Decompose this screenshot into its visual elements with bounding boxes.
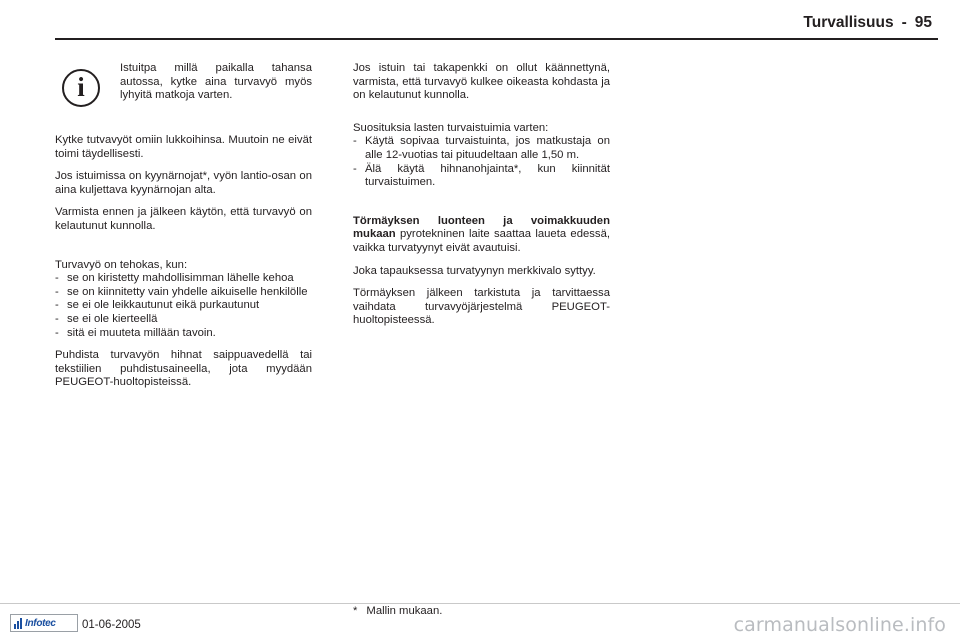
recommendations-list (353, 135, 610, 189)
dash-bullet: - (353, 135, 357, 148)
list-item-label: Älä käytä hihnanohjainta*, kun kiinnität turvaistuimen. (365, 162, 610, 189)
list-item (55, 286, 312, 300)
column-spacer (353, 199, 610, 215)
watermark: carmanualsonline.info (733, 614, 946, 636)
list-item-label: se ei ole kierteellä (67, 312, 158, 325)
impact-paragraph (353, 215, 610, 256)
header-divider (55, 38, 938, 40)
dash-bullet: - (55, 312, 59, 325)
page-number: 95 (914, 14, 932, 31)
information-icon (62, 69, 100, 107)
page-header (803, 14, 932, 32)
section-title: Turvallisuus (803, 14, 894, 31)
list-item-label: se ei ole leikkautunut eikä purkautunut (67, 299, 260, 312)
list-item (55, 313, 312, 327)
list-item (55, 272, 312, 286)
infotec-logo-text: Infotec (25, 617, 56, 629)
effectiveness-list (55, 272, 312, 340)
info-note-text: Istuitpa millä paikalla tahansa autossa, kytke aina turvavyö myös lyhyitä matkoja varten. (120, 62, 312, 102)
paragraph: Törmäyksen jälkeen tarkistuta ja tarvittaessa vaihdata turvavyöjärjestelmä PEUGEOT-huoltopisteessä. (353, 287, 610, 327)
dash-bullet: - (353, 162, 357, 175)
column-spacer (55, 243, 312, 259)
header-separator: - (901, 14, 907, 31)
cleaning-paragraph: Puhdista turvavyön hihnat saippuavedellä tai tekstiilien puhdistusaineella, jota myydään PEUGEOT-huoltopisteissä. (55, 349, 312, 389)
info-note-block (55, 62, 312, 120)
paragraph: Joka tapauksessa turvatyynyn merkkivalo syttyy. (353, 264, 596, 277)
recommendations-intro: Suosituksia lasten turvaistuimia varten: (353, 121, 549, 134)
dash-bullet: - (55, 272, 59, 285)
paragraph: Varmista ennen ja jälkeen käytön, että turvavyö on kelautunut kunnolla. (55, 206, 312, 232)
left-column (55, 62, 312, 399)
footnote (353, 605, 442, 617)
list-item-label: se on kiristetty mahdollisimman lähelle kehoa (67, 272, 294, 285)
list-item (353, 163, 610, 190)
dash-bullet: - (55, 299, 59, 312)
page-content (55, 62, 915, 562)
impact-body: pyrotekninen laite saattaa laueta edessä, vaikka turvatyynyt eivät avautuisi. (353, 228, 610, 254)
list-item (55, 299, 312, 313)
footnote-text: Mallin mukaan. (366, 605, 443, 617)
footer-divider (0, 603, 960, 604)
paragraph: Jos istuimissa on kyynärnojat*, vyön lantio-osan on aina kuljettava kyynärnojan alta. (55, 170, 312, 196)
dash-bullet: - (55, 285, 59, 298)
paragraph: Jos istuin tai takapenkki on ollut käännettynä, varmista, että turvavyö kulkee oikeasta kohdasta ja on kelautunut kunnolla. (353, 62, 610, 102)
impact-heading: Törmäyksen luonteen ja voimakkuuden mukaan (353, 214, 610, 241)
dash-bullet: - (55, 326, 59, 339)
date-stamp: 01-06-2005 (82, 619, 141, 631)
bar-chart-icon (14, 618, 22, 629)
list-item-label: se on kiinnitetty vain yhdelle aikuiselle henkilölle (67, 285, 308, 298)
list-intro: Turvavyö on tehokas, kun: (55, 258, 188, 271)
list-item-label: Käytä sopivaa turvaistuinta, jos matkustaja on alle 12-vuotias tai pituudeltaan alle 1,50 m. (365, 135, 610, 161)
list-item (55, 327, 312, 341)
list-item (353, 135, 610, 162)
information-icon-glyph: i (77, 72, 85, 102)
list-item-label: sitä ei muuteta millään tavoin. (67, 326, 216, 339)
footnote-marker: * (353, 605, 358, 617)
right-column (353, 62, 610, 337)
infotec-logo (10, 614, 78, 632)
column-spacer (353, 112, 610, 122)
paragraph: Kytke tutvavyöt omiin lukkoihinsa. Muutoin ne eivät toimi täydellisesti. (55, 134, 312, 160)
